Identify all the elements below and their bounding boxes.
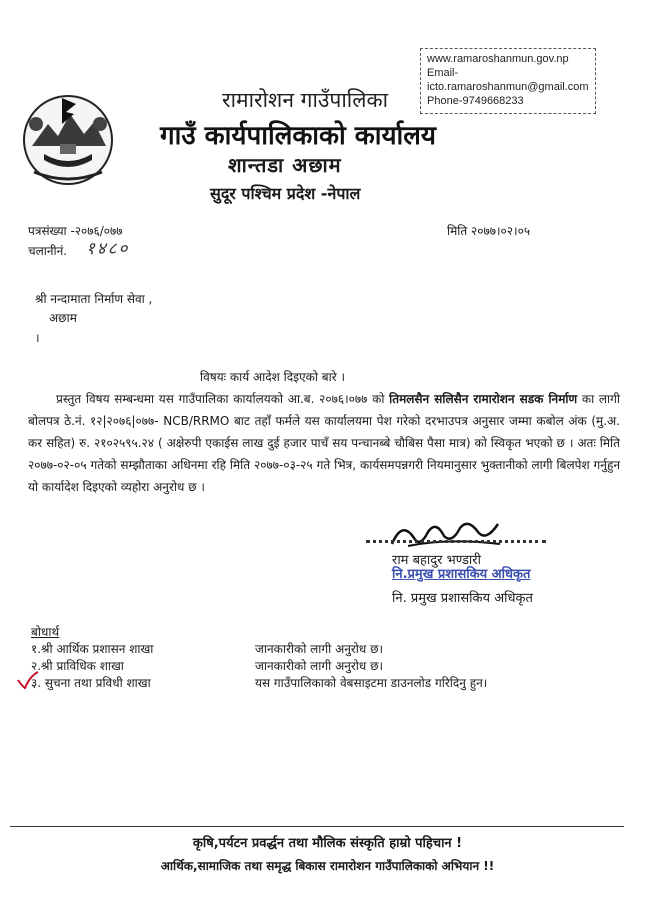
designation-stamp: नि.प्रमुख प्रशासकिय अधिकृत	[392, 567, 531, 582]
dispatch-number-handwritten: १४८०	[86, 239, 130, 259]
cc-note: जानकारीको लागी अनुरोध छ।	[255, 659, 384, 673]
recipient-end-mark: ।	[35, 331, 40, 345]
email-text: icto.ramaroshanmun@gmail.com	[427, 81, 589, 93]
checkmark-icon	[16, 670, 40, 690]
footer-slogan-2: आर्थिक,सामाजिक तथा समृद्ध बिकास रामारोशन गाउँपालिकाको अभियान !!	[160, 859, 495, 873]
body-part-2: का लागी बोलपत्र ठे.नं. १२|२०७६|०७७- NCB/RRMO बाट तहाँ फर्मले यस कार्यालयमा पेश गरेको दरभाउपत्र अनुसार जम्मा कबोल अंक (मु.अ. कर सहित) रु. २१०२५९५.२४ ( अक्षेरुपी एकाईस लाख दुई हजार पाचँ सय पन्चानब्बे चौबिस पैसा मात्र) को स्विकृत भएको छ । अतः मिति २०७७-०२-०५ गतेको सम्झौताका अधिनमा रहि मिति २०७७-०३-२५ गते भित्र, कार्यसमपन्नगरी नियमानुसार भुक्तानीको लागी बिलपेश गर्नुहुन यो कार्यादेश दिइएको व्यहोरा अनुरोध छ ।	[28, 392, 621, 494]
footer-divider	[10, 826, 624, 827]
letter-body	[28, 388, 620, 498]
website-text: www.ramaroshanmun.gov.np	[427, 53, 569, 65]
province-name: सुदूर पश्चिम प्रदेश -नेपाल	[210, 184, 361, 203]
email-label: Email-	[427, 67, 459, 79]
footer-slogan-1: कृषि,पर्यटन प्रवर्द्धन तथा मौलिक संस्कृति हाम्रो पहिचान !	[192, 836, 463, 851]
recipient-name: श्री नन्दामाता निर्माण सेवा ,	[35, 292, 153, 306]
reference-number: पत्रसंख्या -२०७६/०७७	[28, 224, 123, 238]
signature-scribble	[388, 514, 508, 554]
letter-date: मिति २०७७।०२।०५	[447, 224, 531, 238]
dispatch-label: चलानीनं.	[28, 244, 68, 258]
signature-dotted-line	[366, 540, 546, 543]
cc-recipient: २.श्री प्राविधिक शाखा	[31, 659, 124, 673]
cc-recipient: १.श्री आर्थिक प्रशासन शाखा	[31, 642, 154, 656]
body-part-1: प्रस्तुत विषय सम्बन्धमा यस गाउँपालिका कार्यालयको आ.ब. २०७६।०७७ को	[56, 392, 390, 406]
cc-note: जानकारीको लागी अनुरोध छ।	[255, 642, 384, 656]
letter-subject: विषयः कार्य आदेश दिइएको बारे ।	[200, 370, 346, 384]
office-title: गाउँ कार्यपालिकाको कार्यालय	[160, 121, 436, 151]
project-name: तिमलसैन सलिसैन रामारोशन सडक निर्माण	[389, 392, 578, 406]
cc-recipient: ३. सुचना तथा प्रविधी शाखा	[31, 676, 151, 690]
municipality-name: रामारोशन गाउँपालिका	[222, 88, 389, 112]
contact-box	[420, 48, 596, 114]
cc-heading: बोधार्थ	[31, 625, 60, 639]
phone-text: Phone-9749668233	[427, 95, 524, 107]
nepal-emblem-logo	[14, 84, 122, 192]
signatory-title: नि. प्रमुख प्रशासकिय अधिकृत	[392, 591, 533, 606]
place-name: शान्तडा अछाम	[228, 153, 342, 177]
cc-note: यस गाउँपालिकाको वेबसाइटमा डाउनलोड गरिदिनु हुन।	[255, 676, 488, 690]
recipient-place: अछाम	[49, 311, 77, 325]
signatory-name: राम बहादुर भण्डारी	[392, 553, 481, 568]
